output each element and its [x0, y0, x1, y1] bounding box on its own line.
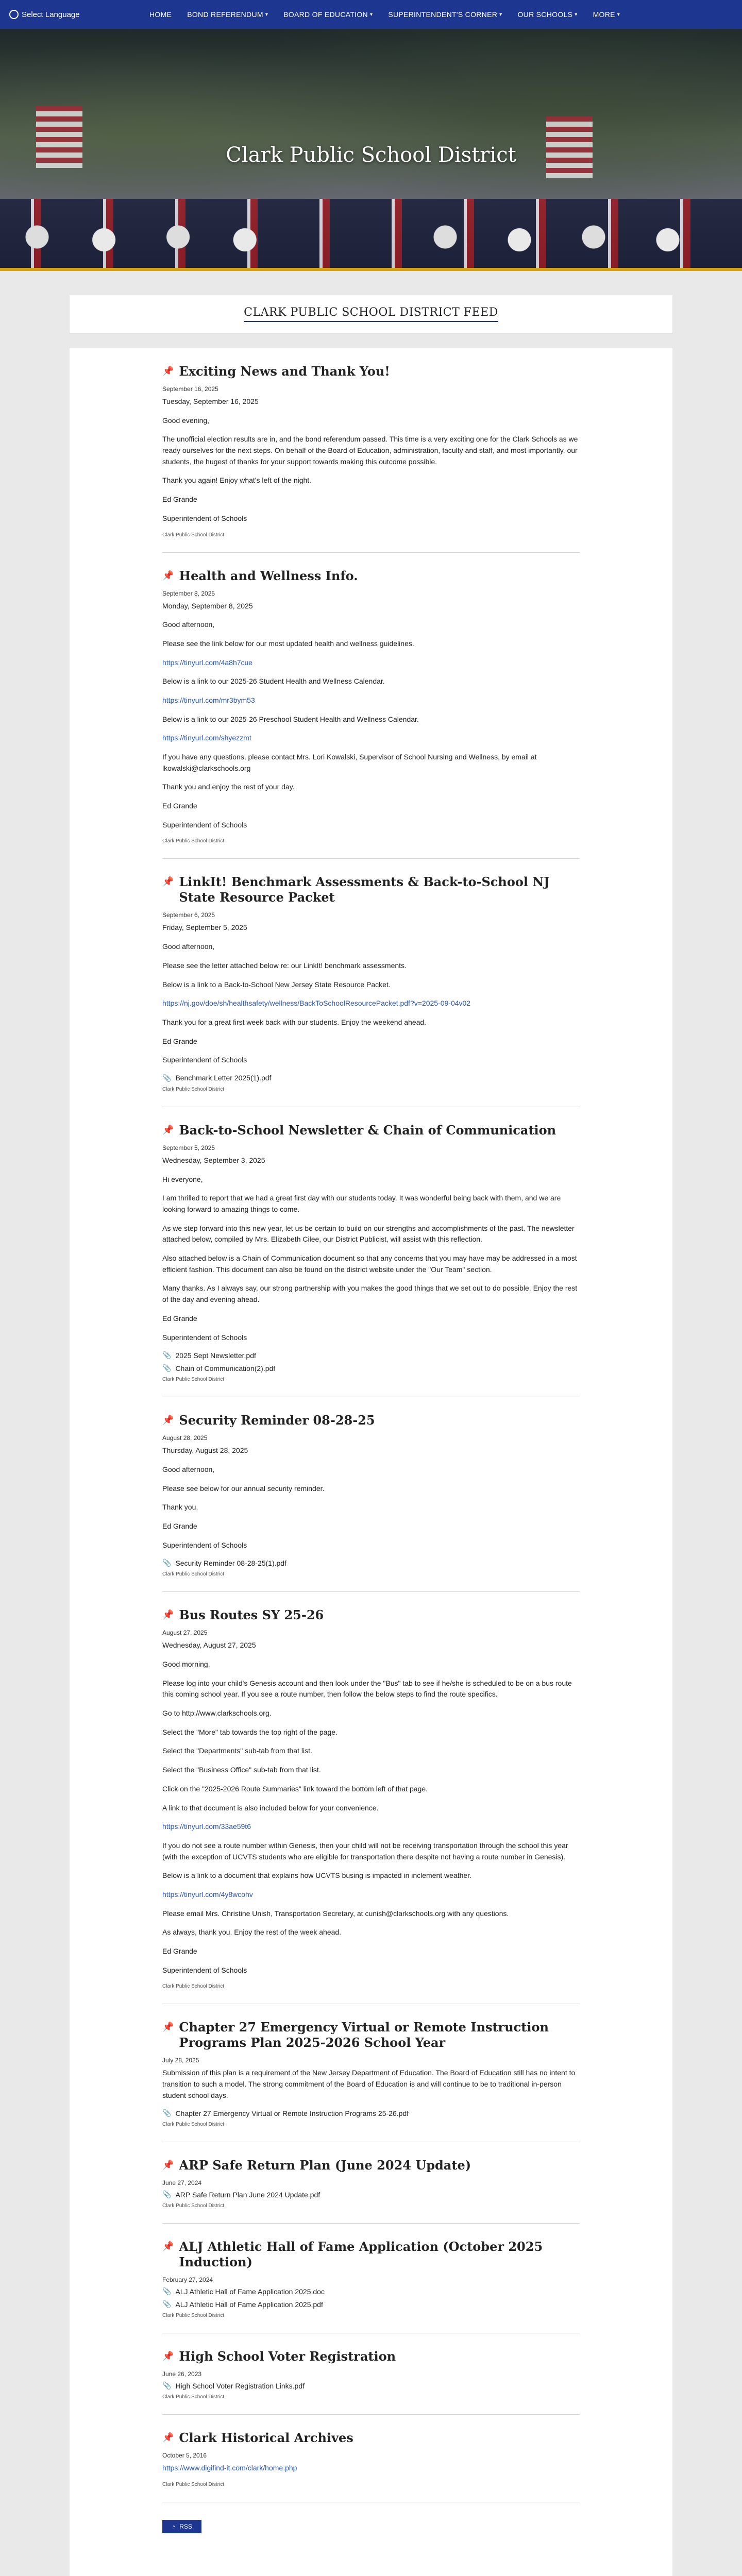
post-paragraph: If you do not see a route number within Genesis, then your child will not be receiving transportation through the school this year (with the exception of UCVTS students who are eligible for transportation there despite not having a route number in Genesis). [162, 1841, 568, 1861]
paperclip-icon: 📎 [162, 1364, 172, 1372]
post-link-line [162, 733, 580, 744]
post-paragraph: Many thanks. As I always say, our strong partnership with you makes the good things that we set out to do possible. Enjoy the rest of the day and evening ahead. [162, 1284, 578, 1304]
feed-post [162, 859, 580, 1107]
post-title[interactable]: 📌 ALJ Athletic Hall of Fame Application (October 2025 Induction) [162, 2239, 543, 2270]
post-paragraph: As we step forward into this new year, let us be certain to build on our strengths and accomplishments of the past. The newsletter attached below, compiled by Mrs. Elizabeth Cilee, our District Publicist, will assist with this reflection. [162, 1224, 575, 1244]
post-paragraph: Superintendent of Schools [162, 1056, 247, 1064]
post-link-line [162, 695, 580, 706]
nav-more[interactable]: MORE ▾ [593, 10, 620, 19]
pin-icon: 📌 [162, 1124, 174, 1136]
post-title[interactable]: 📌 ARP Safe Return Plan (June 2024 Update) [162, 2158, 471, 2173]
paperclip-icon: 📎 [162, 2109, 172, 2117]
post-paragraph: As always, thank you. Enjoy the rest of the week ahead. [162, 1928, 342, 1937]
chevron-down-icon: ▾ [617, 11, 620, 18]
feed-title: CLARK PUBLIC SCHOOL DISTRICT FEED [244, 306, 498, 322]
post-source: Clark Public School District [162, 838, 225, 844]
post-paragraph: Good morning, [162, 1660, 210, 1668]
feed-header [70, 295, 672, 333]
post-link-line [162, 2463, 580, 2474]
language-selector[interactable] [9, 0, 80, 29]
post-paragraph: I am thrilled to report that we had a great first day with our students today. It was wonderful being back with them, and we are looking forward to amazing things to come. [162, 1194, 561, 1213]
feed-post [162, 1107, 580, 1397]
post-paragraph: Hi everyone, [162, 1175, 203, 1183]
post-paragraph: Ed Grande [162, 802, 197, 810]
pin-icon: 📌 [162, 2432, 174, 2444]
post-paragraph: Superintendent of Schools [162, 1333, 247, 1342]
post-date: June 26, 2023 [162, 2370, 202, 2378]
post-paragraph: Monday, September 8, 2025 [162, 601, 253, 610]
post-paragraph: Below is a link to our 2025-26 Preschool Student Health and Wellness Calendar. [162, 715, 419, 723]
attachment[interactable]: 📎 2025 Sept Newsletter.pdf [162, 1351, 256, 1360]
pin-icon: 📌 [162, 366, 174, 377]
paperclip-icon: 📎 [162, 1558, 172, 1567]
post-paragraph: Superintendent of Schools [162, 1540, 247, 1549]
post-paragraph: Superintendent of Schools [162, 514, 247, 522]
paperclip-icon: 📎 [162, 2287, 172, 2296]
post-source: Clark Public School District [162, 2203, 225, 2209]
feed-post [162, 2142, 580, 2224]
post-paragraph: Please see below for our annual security reminder. [162, 1484, 325, 1493]
chevron-down-icon: ▾ [265, 11, 268, 18]
paperclip-icon: 📎 [162, 1351, 172, 1360]
post-paragraph: Select the "Departments" sub-tab from that list. [162, 1747, 312, 1755]
paperclip-icon: 📎 [162, 2381, 172, 2390]
attachment[interactable]: 📎 Chapter 27 Emergency Virtual or Remote Instruction Programs 25-26.pdf [162, 2109, 409, 2117]
post-paragraph: Please see the letter attached below re: our LinkIt! benchmark assessments. [162, 961, 407, 970]
post-source: Clark Public School District [162, 2122, 225, 2128]
post-link[interactable]: https://nj.gov/doe/sh/healthsafety/wellness/BackToSchoolResourcePacket.pdf?v=2025-09-04v02 [162, 999, 471, 1008]
post-title[interactable]: 📌 Bus Routes SY 25-26 [162, 1607, 324, 1623]
post-date: August 27, 2025 [162, 1629, 208, 1637]
post-link[interactable]: https://tinyurl.com/shyezzmt [162, 734, 251, 742]
post-source: Clark Public School District [162, 2313, 225, 2319]
post-title[interactable]: 📌 Back-to-School Newsletter & Chain of Communication [162, 1122, 556, 1138]
post-source: Clark Public School District [162, 1571, 225, 1578]
post-paragraph: If you have any questions, please contact Mrs. Lori Kowalski, Supervisor of School Nursing and Wellness, by email at lkowalski@clarkschools.org [162, 753, 537, 772]
post-paragraph: Ed Grande [162, 495, 197, 504]
post-date: October 5, 2016 [162, 2452, 207, 2460]
post-paragraph: Wednesday, September 3, 2025 [162, 1156, 265, 1164]
post-paragraph: Ed Grande [162, 1947, 197, 1955]
post-link-line [162, 1821, 580, 1833]
attachment[interactable]: 📎 ARP Safe Return Plan June 2024 Update.pdf [162, 2190, 321, 2199]
post-title[interactable]: 📌 Clark Historical Archives [162, 2430, 353, 2446]
post-link[interactable]: https://www.digifind-it.com/clark/home.php [162, 2464, 297, 2472]
post-link-line [162, 657, 580, 669]
paperclip-icon: 📎 [162, 2300, 172, 2309]
post-paragraph: Ed Grande [162, 1314, 197, 1323]
post-paragraph: Superintendent of Schools [162, 1965, 247, 1974]
post-date: September 8, 2025 [162, 589, 215, 597]
feed-post [162, 1592, 580, 2004]
post-paragraph: Below is a link to our 2025-26 Student Health and Wellness Calendar. [162, 677, 385, 686]
post-paragraph: Select the "Business Office" sub-tab from that list. [162, 1766, 321, 1774]
post-paragraph: Superintendent of Schools [162, 820, 247, 829]
top-navigation-bar [0, 0, 742, 29]
post-link[interactable]: https://tinyurl.com/33ae59t6 [162, 1822, 251, 1831]
post-source: Clark Public School District [162, 2394, 225, 2400]
attachment[interactable]: 📎 ALJ Athletic Hall of Fame Application 2025.doc [162, 2287, 325, 2296]
post-paragraph: Below is a link to a Back-to-School New Jersey State Resource Packet. [162, 980, 391, 989]
post-paragraph: Tuesday, September 16, 2025 [162, 397, 259, 405]
feed-post [162, 2224, 580, 2333]
gold-divider [0, 268, 742, 271]
post-paragraph: Select the "More" tab towards the top right of the page. [162, 1727, 338, 1736]
post-paragraph: Go to http://www.clarkschools.org. [162, 1709, 272, 1718]
post-link[interactable]: https://tinyurl.com/mr3bym53 [162, 696, 255, 704]
nav-bond-referendum[interactable]: BOND REFERENDUM ▾ [187, 10, 268, 19]
post-paragraph: Good afternoon, [162, 620, 215, 629]
post-date: July 28, 2025 [162, 2057, 199, 2064]
helmets-image [0, 214, 742, 271]
post-link-line [162, 1889, 580, 1901]
post-paragraph: Good afternoon, [162, 942, 215, 951]
post-date: June 27, 2024 [162, 2179, 202, 2187]
post-title[interactable]: 📌 High School Voter Registration [162, 2349, 396, 2364]
attachment[interactable]: 📎 High School Voter Registration Links.pdf [162, 2381, 305, 2390]
post-source: Clark Public School District [162, 1377, 225, 1383]
pin-icon: 📌 [162, 2160, 174, 2171]
pin-icon: 📌 [162, 2241, 174, 2252]
post-title[interactable]: 📌 Security Reminder 08-28-25 [162, 1413, 375, 1428]
post-paragraph: Thank you for a great first week back with our students. Enjoy the weekend ahead. [162, 1018, 427, 1026]
attachment[interactable]: 📎 Security Reminder 08-28-25(1).pdf [162, 1558, 286, 1567]
chevron-down-icon: ▾ [499, 11, 502, 18]
attachment[interactable]: 📎 Benchmark Letter 2025(1).pdf [162, 1073, 272, 1082]
post-paragraph: Please log into your child's Genesis account and then look under the "Bus" tab to see if he/she is scheduled to be on a bus route this coming school year. If you see a route number, then follow the below steps to find the route specifics. [162, 1679, 572, 1699]
post-link-line [162, 998, 580, 1009]
nav-our-schools[interactable]: OUR SCHOOLS ▾ [517, 10, 578, 19]
nav-home[interactable]: HOME [149, 10, 172, 19]
pin-icon: 📌 [162, 2022, 174, 2033]
post-paragraph: Ed Grande [162, 1521, 197, 1530]
post-paragraph: Wednesday, August 27, 2025 [162, 1641, 256, 1650]
post-title[interactable]: 📌 Chapter 27 Emergency Virtual or Remote Instruction Programs Plan 2025-2026 School Year [162, 2020, 549, 2050]
paperclip-icon: 📎 [162, 2190, 172, 2199]
attachment[interactable]: 📎 ALJ Athletic Hall of Fame Application 2025.pdf [162, 2300, 323, 2309]
post-title[interactable]: 📌 LinkIt! Benchmark Assessments & Back-to-School NJ State Resource Packet [162, 874, 550, 905]
hero-banner [0, 29, 742, 271]
nav-superintendents-corner[interactable]: SUPERINTENDENT'S CORNER ▾ [388, 10, 502, 19]
pin-icon: 📌 [162, 570, 174, 581]
post-title[interactable]: 📌 Health and Wellness Info. [162, 568, 358, 583]
post-paragraph: A link to that document is also included below for your convenience. [162, 1803, 379, 1812]
pin-icon: 📌 [162, 1609, 174, 1621]
post-paragraph: Also attached below is a Chain of Communication document so that any concerns that you may have may be addressed in a most efficient fashion. This document can also be found on the district website under the "Our Team" section. [162, 1254, 577, 1274]
feed-post [162, 362, 580, 553]
feed-post [162, 2415, 580, 2502]
feed-post [162, 1397, 580, 1592]
post-date: September 5, 2025 [162, 1144, 215, 1151]
pin-icon: 📌 [162, 1415, 174, 1426]
post-paragraph: Ed Grande [162, 1037, 197, 1045]
post-paragraph: Thursday, August 28, 2025 [162, 1446, 248, 1455]
pin-icon: 📌 [162, 2351, 174, 2362]
post-date: September 6, 2025 [162, 911, 215, 919]
post-source: Clark Public School District [162, 1086, 225, 1092]
post-paragraph: The unofficial election results are in, and the bond referendum passed. This time is a very exciting one for the Clark Schools as we ready ourselves for the next steps. On behalf of the Board of Education, administration, faculty and staff, and most importantly, our students, the hugest of thanks for your support towards making this outcome possible. [162, 435, 578, 466]
post-paragraph: Click on the "2025-2026 Route Summaries" link toward the bottom left of that page. [162, 1784, 428, 1793]
globe-icon [9, 10, 19, 19]
post-paragraph: Good afternoon, [162, 1465, 215, 1473]
main-nav [149, 10, 620, 19]
chevron-down-icon: ▾ [575, 11, 578, 18]
post-paragraph: Submission of this plan is a requirement of the New Jersey Department of Education. The Board of Education still has no intent to transition to such a model. The strong commitment of the Board of Education is and will continue to be to traditional in-person student school days. [162, 2069, 576, 2099]
feed-post [162, 2004, 580, 2142]
attachment[interactable]: 📎 Chain of Communication(2).pdf [162, 1364, 276, 1372]
post-link[interactable]: https://tinyurl.com/4a8h7cue [162, 658, 253, 667]
pin-icon: 📌 [162, 876, 174, 888]
post-paragraph: Thank you again! Enjoy what's left of the night. [162, 476, 312, 485]
nav-board-of-education[interactable]: BOARD OF EDUCATION ▾ [283, 10, 373, 19]
post-paragraph: Thank you and enjoy the rest of your day. [162, 783, 295, 791]
post-link[interactable]: https://tinyurl.com/4y8wcohv [162, 1890, 253, 1899]
post-paragraph: Good evening, [162, 416, 210, 425]
post-date: February 27, 2024 [162, 2276, 213, 2284]
feed-panel [70, 348, 672, 2576]
post-paragraph: Please email Mrs. Christine Unish, Transportation Secretary, at cunish@clarkschools.org with any questions. [162, 1909, 509, 1918]
post-paragraph: Below is a link to a document that explains how UCVTS busing is impacted in inclement weather. [162, 1871, 471, 1880]
feed-post [162, 553, 580, 859]
hero-title: Clark Public School District [226, 143, 516, 167]
rss-icon: ◔ [172, 2523, 176, 2531]
post-source: Clark Public School District [162, 2482, 225, 2488]
post-date: August 28, 2025 [162, 1434, 208, 1442]
paperclip-icon: 📎 [162, 1073, 172, 1082]
rss-button[interactable]: ◔ RSS [162, 2520, 201, 2533]
post-date: September 16, 2025 [162, 385, 218, 393]
post-title[interactable]: 📌 Exciting News and Thank You! [162, 364, 390, 379]
post-source: Clark Public School District [162, 1984, 225, 1990]
language-label: Select Language [22, 10, 80, 19]
feed-post [162, 2333, 580, 2415]
post-paragraph: Friday, September 5, 2025 [162, 923, 247, 932]
post-source: Clark Public School District [162, 532, 225, 538]
post-paragraph: Please see the link below for our most updated health and wellness guidelines. [162, 639, 414, 648]
chevron-down-icon: ▾ [369, 11, 373, 18]
post-paragraph: Thank you, [162, 1503, 198, 1512]
